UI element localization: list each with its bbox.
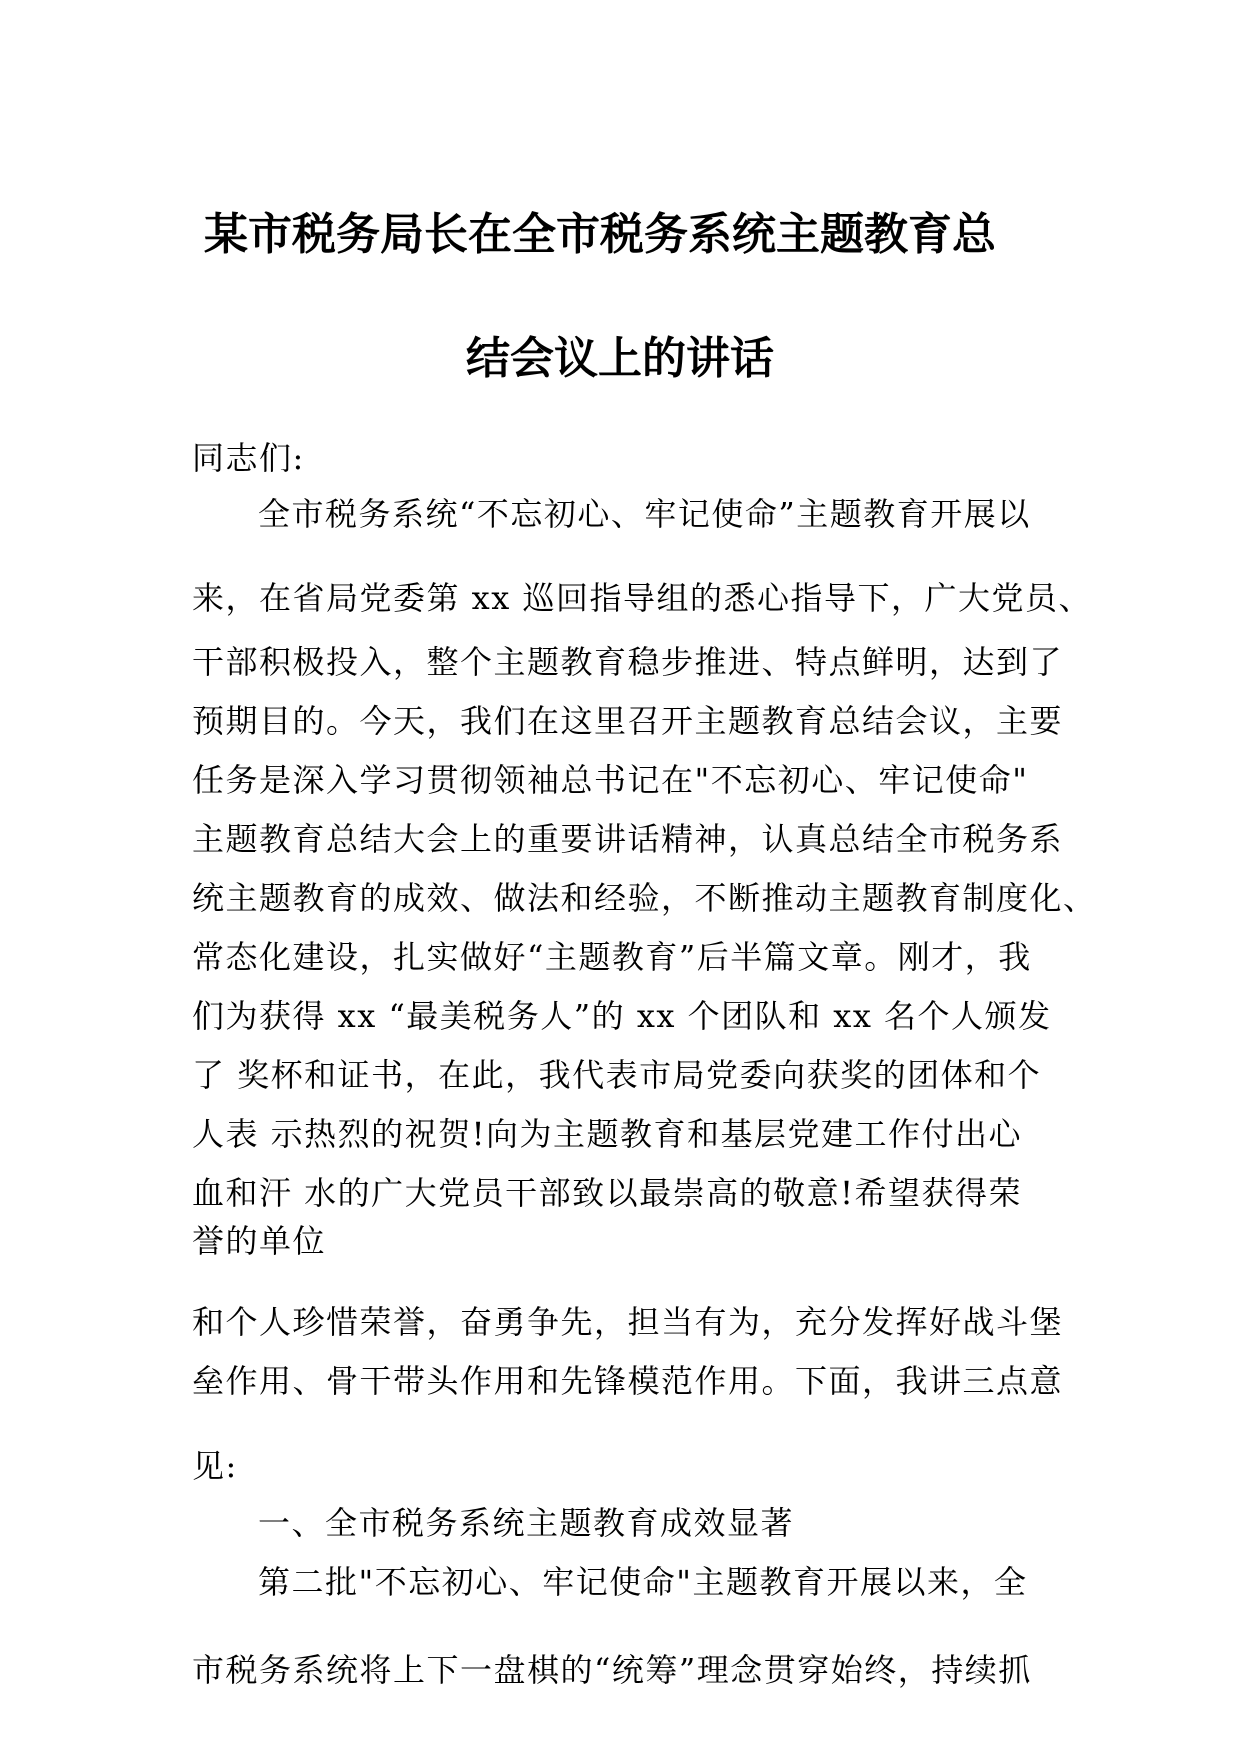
paragraph-line: 见: (192, 1447, 238, 1485)
section-heading: 一、全市税务系统主题教育成效显著 (258, 1504, 795, 1542)
document-title-line-2: 结会议上的讲话 (466, 333, 774, 384)
document-title-line-1: 某市税务局长在全市税务系统主题教育总 (204, 209, 996, 260)
salutation: 同志们: (192, 439, 305, 477)
paragraph-line: 们为获得 xx “最美税务人”的 xx 个团队和 xx 名个人颁发 (192, 997, 1052, 1035)
paragraph-line: 常态化建设，扎实做好“主题教育”后半篇文章。刚才，我 (192, 938, 1032, 976)
paragraph-line: 全市税务系统“不忘初心、牢记使命”主题教育开展以 (258, 495, 1031, 533)
paragraph-line: 主题教育总结大会上的重要讲话精神，认真总结全市税务系 (192, 820, 1064, 858)
paragraph-line: 市税务系统将上下一盘棋的“统筹”理念贯穿始终，持续抓 (192, 1651, 1032, 1689)
paragraph-line: 誉的单位 (192, 1222, 327, 1260)
paragraph-line: 统主题教育的成效、做法和经验，不断推动主题教育制度化、 (192, 879, 1097, 917)
paragraph-line: 人表 示热烈的祝贺!向为主题教育和基层党建工作付出心 (192, 1115, 1023, 1153)
paragraph-line: 第二批"不忘初心、牢记使命"主题教育开展以来，全 (258, 1563, 1028, 1601)
paragraph-line: 干部积极投入，整个主题教育稳步推进、特点鲜明，达到了 (192, 643, 1064, 681)
paragraph-line: 了 奖杯和证书，在此，我代表市局党委向获奖的团体和个 (192, 1056, 1042, 1094)
paragraph-line: 垒作用、骨干带头作用和先锋模范作用。下面，我讲三点意 (192, 1362, 1064, 1400)
paragraph-line: 预期目的。今天，我们在这里召开主题教育总结会议，主要 (192, 702, 1064, 740)
paragraph-line: 和个人珍惜荣誉，奋勇争先，担当有为，充分发挥好战斗堡 (192, 1303, 1064, 1341)
paragraph-line: 血和汗 水的广大党员干部致以最崇高的敬意!希望获得荣 (192, 1174, 1023, 1212)
paragraph-line: 任务是深入学习贯彻领袖总书记在"不忘初心、牢记使命" (192, 761, 1029, 799)
paragraph-line: 来，在省局党委第 xx 巡回指导组的悉心指导下，广大党员、 (192, 579, 1092, 617)
